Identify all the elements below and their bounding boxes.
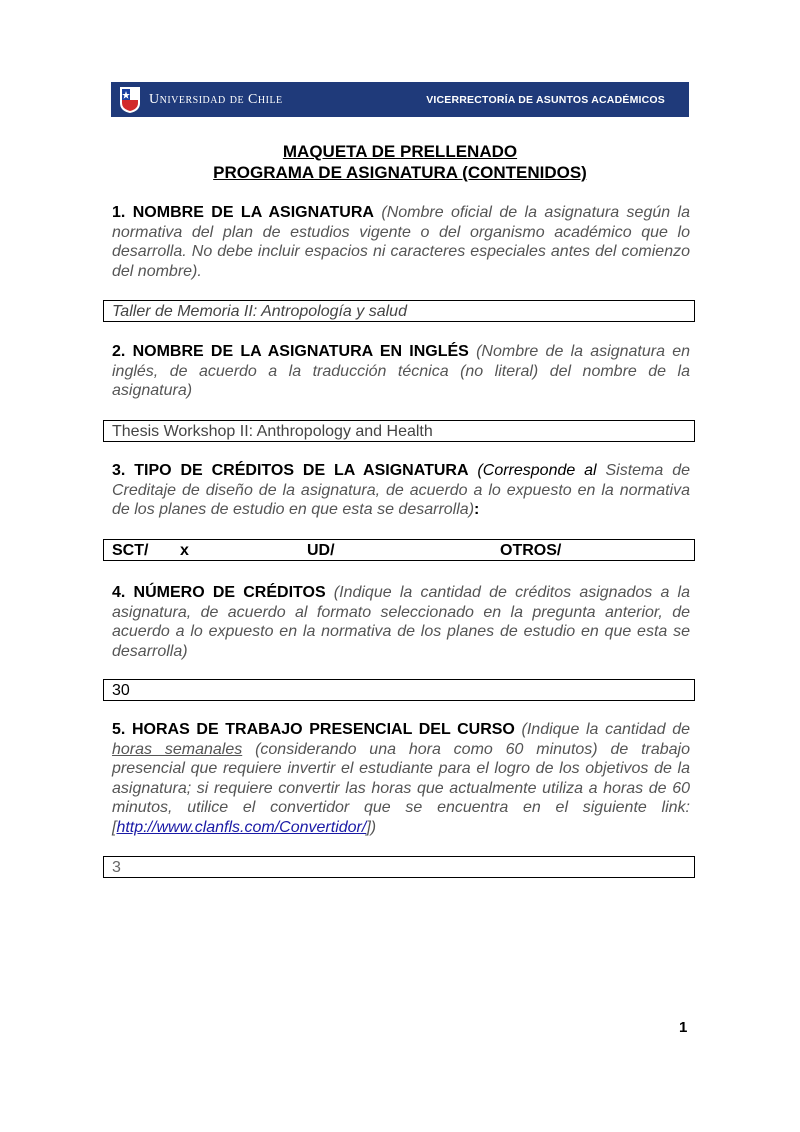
- section-heading: 2. NOMBRE DE LA ASIGNATURA EN INGLÉS: [112, 343, 469, 360]
- section-description: Nombre de la asignatura en inglés, de acuerdo a la traducción técnica (no literal) del nombre de la asignatura): [112, 343, 690, 399]
- section-description: (Indique la cantidad de créditos asignados a la asignatura, de acuerdo al formato seleccionado en la pregunta anterior, de acuerdo a lo expuesto en la normativa de los planes de estudio en que esta se desarrolla): [112, 584, 690, 660]
- credit-type-field[interactable]: [103, 539, 695, 561]
- section-heading: 1. NOMBRE DE LA ASIGNATURA: [112, 204, 374, 221]
- header-banner: [111, 82, 689, 117]
- section-description: Sistema de Creditaje de diseño de la asignatura, de acuerdo a lo expuesto en la normativa de los planes de estudio en que esta se desarrolla): [112, 462, 690, 518]
- section-heading: 5. HORAS DE TRABAJO PRESENCIAL DEL CURSO: [112, 721, 515, 738]
- course-name-english-field[interactable]: Thesis Workshop II: Anthropology and Health: [103, 420, 695, 442]
- paren-open: (: [468, 343, 482, 360]
- section-description-underlined: horas semanales: [112, 740, 243, 758]
- section-description: Nombre oficial de la asignatura según la normativa del plan de estudios vigente o del organismo académico que lo desarrolla. No debe incluir espacios ni caracteres especiales antes del comienzo del nombre).: [112, 204, 691, 280]
- section-description-b: (considerando una hora como 60 minutos) de trabajo presencial que requiere invertir el estudiante para el logro de los objetivos de la asignatura; si requiere convertir las horas que actualmente utiliza a horas de 60 minutos, utilice el convertidor que se encuentra en el siguiente link: [: [112, 740, 691, 836]
- section-description-a: (Indique la cantidad de: [514, 721, 691, 738]
- paren-open: (: [373, 204, 387, 221]
- university-name: Universidad de Chile: [149, 91, 283, 107]
- university-seal-icon: [119, 86, 141, 114]
- section-description-lead: (Corresponde al: [468, 462, 597, 479]
- section-suffix: :: [474, 501, 480, 518]
- section-course-name-english: [112, 342, 690, 401]
- section-heading: 3. TIPO DE CRÉDITOS DE LA ASIGNATURA: [112, 462, 469, 479]
- credit-number-field[interactable]: 30: [103, 679, 695, 701]
- document-subtitle: PROGRAMA DE ASIGNATURA (CONTENIDOS): [213, 163, 587, 182]
- page-number: 1: [679, 1019, 688, 1036]
- converter-link[interactable]: http://www.clanfls.com/Convertidor/: [116, 818, 367, 836]
- option-otros[interactable]: OTROS/: [500, 542, 562, 559]
- contact-hours-field[interactable]: 3: [103, 856, 695, 878]
- section-heading: 4. NÚMERO DE CRÉDITOS: [112, 584, 326, 601]
- document-title: MAQUETA DE PRELLENADO: [282, 142, 518, 161]
- option-ud[interactable]: UD/: [307, 542, 335, 559]
- section-description-c: ]): [366, 818, 377, 836]
- section-credit-type: [112, 461, 690, 520]
- university-brand: [119, 86, 283, 114]
- section-course-name: [112, 203, 690, 281]
- course-name-field[interactable]: Taller de Memoria II: Antropología y salud: [103, 300, 695, 322]
- office-name: VICERRECTORÍA DE ASUNTOS ACADÉMICOS: [426, 93, 665, 106]
- section-credit-number: [112, 583, 690, 661]
- section-contact-hours: [112, 720, 690, 837]
- option-sct[interactable]: SCT/: [112, 542, 149, 559]
- option-sct-mark: x: [180, 542, 189, 559]
